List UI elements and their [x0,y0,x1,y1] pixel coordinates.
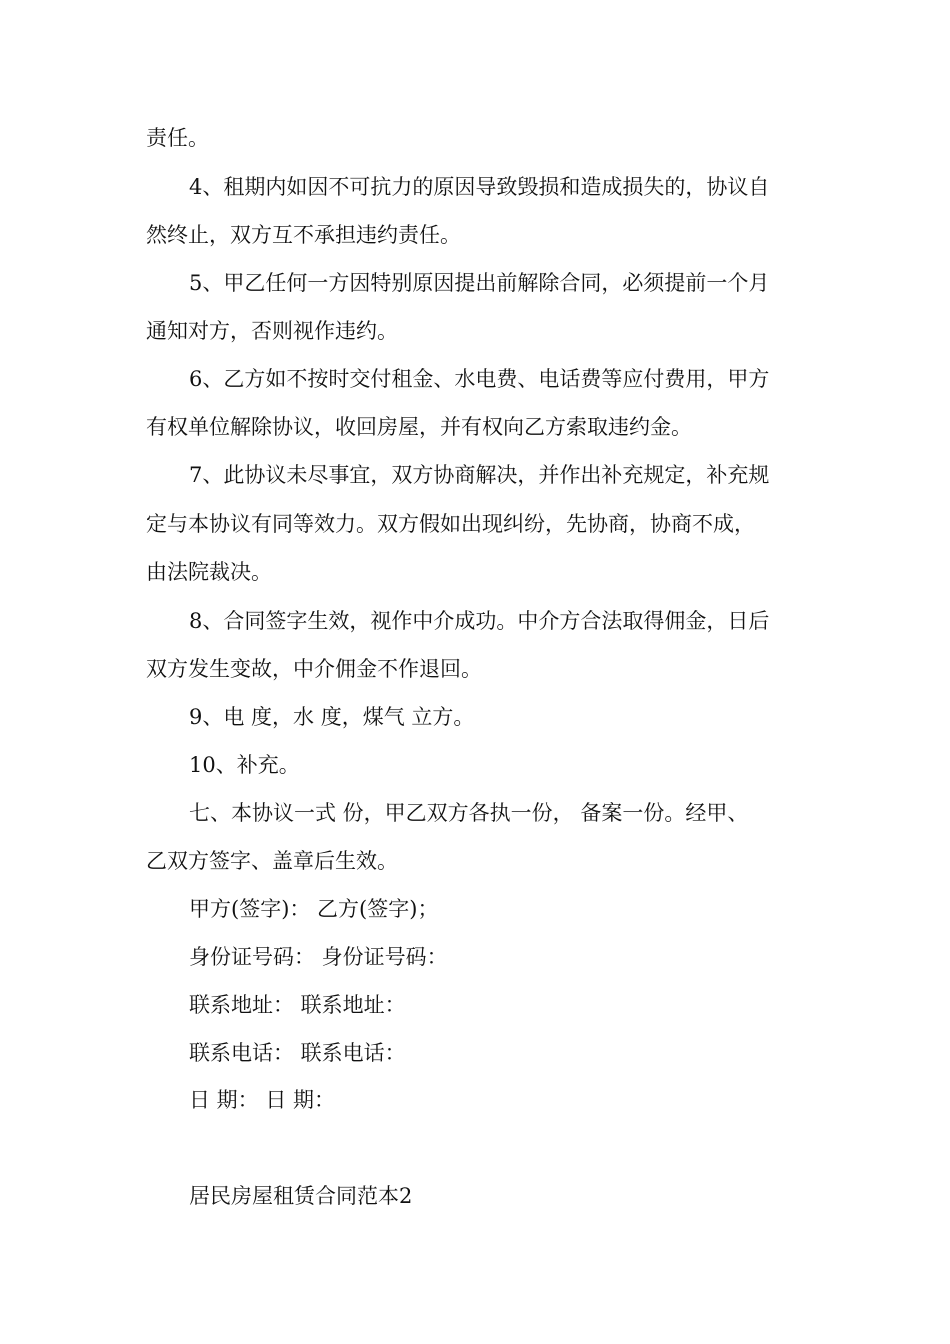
paragraph-line: 然终止，双方互不承担违约责任。 [146,223,461,247]
id-number-line: 身份证号码： 身份证号码： [189,945,448,969]
address-line: 联系地址： 联系地址： [189,993,406,1017]
paragraph-line: 有权单位解除协议，收回房屋，并有权向乙方索取违约金。 [146,415,692,439]
date-line: 日 期： 日 期： [189,1088,336,1112]
paragraph-line: 10、补充。 [189,753,300,777]
paragraph-line: 7、此协议未尽事宜，双方协商解决，并作出补充规定，补充规 [189,463,770,487]
signature-line: 甲方(签字)： 乙方(签字)； [189,897,439,921]
paragraph-line: 七、本协议一式 份，甲乙双方各执一份， 备案一份。经甲、 [189,801,749,825]
paragraph-line: 双方发生变故，中介佣金不作退回。 [146,657,482,681]
paragraph-line: 5、甲乙任何一方因特别原因提出前解除合同，必须提前一个月 [189,271,770,295]
paragraph-line: 9、电 度，水 度，煤气 立方。 [189,705,475,729]
paragraph-line: 乙双方签字、盖章后生效。 [146,849,398,873]
phone-line: 联系电话： 联系电话： [189,1041,406,1065]
paragraph-line: 8、合同签字生效，视作中介成功。中介方合法取得佣金，日后 [189,609,770,633]
paragraph-line: 由法院裁决。 [146,560,272,584]
section-title: 居民房屋租赁合同范本2 [189,1184,413,1208]
paragraph-line: 责任。 [146,126,209,150]
paragraph-line: 定与本协议有同等效力。双方假如出现纠纷，先协商，协商不成， [146,512,755,536]
paragraph-line: 通知对方，否则视作违约。 [146,319,398,343]
paragraph-line: 6、乙方如不按时交付租金、水电费、电话费等应付费用，甲方 [189,367,770,391]
paragraph-line: 4、租期内如因不可抗力的原因导致毁损和造成损失的，协议自 [189,175,770,199]
